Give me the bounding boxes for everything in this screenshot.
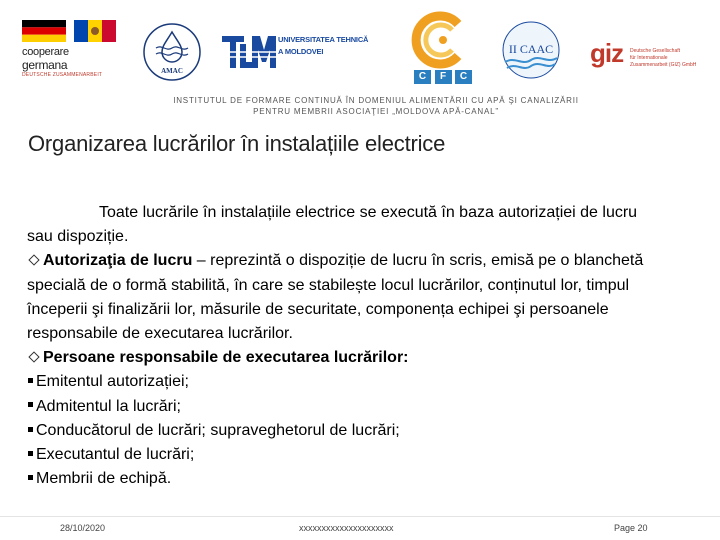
list-item <box>27 370 717 394</box>
utm-text-line1: UNIVERSITATEA TEHNICĂ <box>278 35 369 44</box>
square-bullet-icon <box>28 378 33 383</box>
cfc-emblem-icon <box>408 10 478 70</box>
giz-text-line2: für Internationale <box>630 55 668 61</box>
utm-logo <box>222 32 390 72</box>
cfc-letter: F <box>435 70 452 84</box>
giz-text-line3: Zusammenarbeit (GIZ) GmbH <box>630 62 697 68</box>
cooperare-germana-logo <box>22 20 118 78</box>
iicaac-logo <box>500 20 562 80</box>
amac-label: AMAC <box>161 67 183 75</box>
zusammenarbeit-text: DEUTSCHE ZUSAMMENARBEIT <box>22 72 103 78</box>
footer-center-text: xxxxxxxxxxxxxxxxxxxxx <box>299 523 394 533</box>
square-bullet-icon <box>28 427 33 432</box>
authorization-definition-line2: specială de o formă stabilită, în care se stabilește locul lucrărilor, conținutul lor, timpul <box>27 276 630 294</box>
diamond-bullet-icon <box>28 255 39 266</box>
list-item <box>27 395 717 419</box>
intro-line1: Toate lucrările în instalațiile electrice se execută în baza autorizației de lucru <box>99 204 638 221</box>
iicaac-label: II CAAC <box>508 42 554 56</box>
square-bullet-icon <box>28 475 33 480</box>
slide-title: Organizarea lucrărilor în instalațiile electrice <box>28 131 446 156</box>
role-text: Membrii de echipă. <box>36 470 172 488</box>
slide-body <box>27 201 717 491</box>
giz-logo <box>590 40 710 76</box>
authorization-definition: – reprezintă o dispoziție de lucru în scris, emisă pe o blanchetă <box>192 252 644 270</box>
amac-logo <box>142 22 202 82</box>
utm-text-line2: A MOLDOVEI <box>278 47 324 56</box>
institute-name-line1: INSTITUTUL DE FORMARE CONTINUĂ ÎN DOMENIUL ALIMENTĂRII CU APĂ ŞI CANALIZĂRII <box>173 96 579 105</box>
cfc-logo <box>408 10 478 84</box>
germana-text: germana <box>22 58 68 72</box>
role-text: Conducătorul de lucrări; supraveghetorul de lucrări; <box>36 421 400 439</box>
authorization-paragraph <box>27 249 717 273</box>
giz-mark: giz <box>590 38 624 68</box>
footer-date: 28/10/2020 <box>60 523 106 533</box>
persons-heading: Persoane responsabile de executarea lucrărilor: <box>43 349 409 367</box>
authorization-term: Autorizaţia de lucru <box>43 252 193 270</box>
cfc-letters <box>414 70 472 84</box>
institute-name-line2: PENTRU MEMBRII ASOCIAŢIEI „MOLDOVA APĂ-CANAL” <box>253 107 499 116</box>
square-bullet-icon <box>28 402 33 407</box>
diamond-bullet-icon <box>28 351 39 362</box>
logo-strip <box>0 0 720 90</box>
role-text: Executantul de lucrări; <box>36 446 195 464</box>
footer-page-number: Page 20 <box>614 523 648 533</box>
cooperare-text: cooperare <box>22 46 69 58</box>
giz-text-line1: Deutsche Gesellschaft <box>630 48 681 54</box>
german-moldovan-flags-icon <box>22 20 118 42</box>
role-text: Admitentul la lucrări; <box>36 397 181 415</box>
slide-footer <box>0 516 720 540</box>
authorization-definition-line3: începerii şi finalizării lor, măsurile de securitate, componența echipei şi persoanele <box>27 300 609 318</box>
list-item <box>27 443 717 467</box>
list-item <box>27 419 717 443</box>
authorization-definition-line4: responsabile de executarea lucrărilor. <box>27 325 293 343</box>
persons-heading-paragraph <box>27 346 717 370</box>
utm-mark-icon <box>222 32 276 72</box>
cfc-letter: C <box>414 70 431 84</box>
square-bullet-icon <box>28 451 33 456</box>
role-text: Emitentul autorizației; <box>36 373 189 391</box>
cfc-letter: C <box>455 70 472 84</box>
intro-line2: sau dispoziție. <box>27 228 129 246</box>
list-item <box>27 467 717 491</box>
